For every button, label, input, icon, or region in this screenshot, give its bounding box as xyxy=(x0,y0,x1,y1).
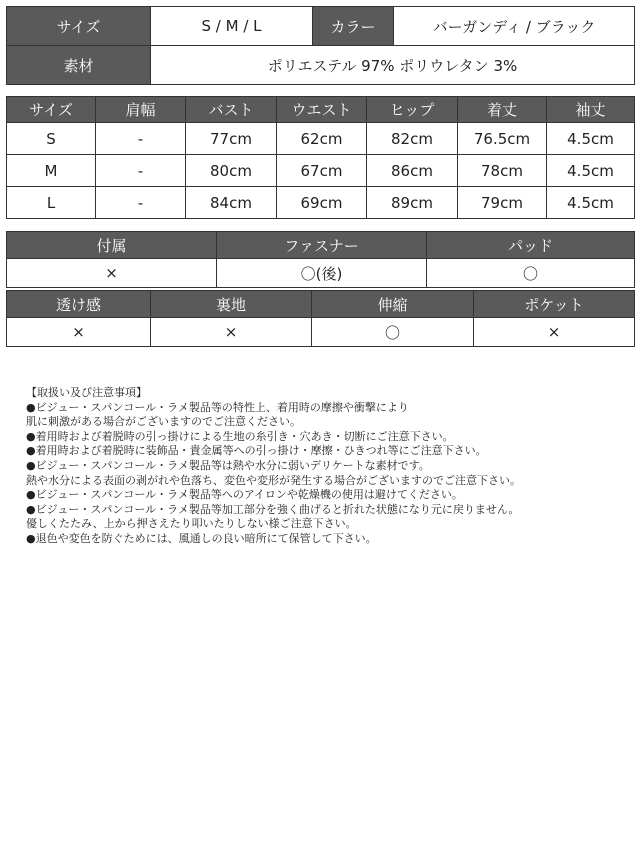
shoulder-col-header: 肩幅 xyxy=(96,97,186,123)
table-cell: - xyxy=(96,123,186,155)
table-cell: - xyxy=(96,187,186,219)
table-cell: L xyxy=(7,187,96,219)
table-cell: 69cm xyxy=(277,187,367,219)
care-note-line: ●ビジュー・スパンコール・ラメ製品等へのアイロンや乾燥機の使用は避けてください。 xyxy=(26,488,463,502)
material-label: 素材 xyxy=(7,46,151,85)
table-cell: 89cm xyxy=(367,187,458,219)
fastener-header: ファスナー xyxy=(217,232,427,259)
bust-col-header: バスト xyxy=(186,97,277,123)
features-2-value-row xyxy=(7,318,635,347)
color-value: バーガンディ / ブラック xyxy=(394,7,635,46)
stretch-value: 〇 xyxy=(312,318,474,347)
care-notes-title: 【取扱い及び注意事項】 xyxy=(26,386,147,399)
table-cell: 4.5cm xyxy=(547,123,635,155)
size-table-header-row xyxy=(7,97,635,123)
table-cell: 80cm xyxy=(186,155,277,187)
features-2-header-row xyxy=(7,291,635,318)
table-cell: 4.5cm xyxy=(547,155,635,187)
table-cell: - xyxy=(96,155,186,187)
table-cell: 84cm xyxy=(186,187,277,219)
table-cell: 67cm xyxy=(277,155,367,187)
table-cell: M xyxy=(7,155,96,187)
care-notes xyxy=(26,386,626,547)
table-cell: 76.5cm xyxy=(458,123,547,155)
table-cell: 78cm xyxy=(458,155,547,187)
color-label: カラー xyxy=(313,7,394,46)
table-cell: 4.5cm xyxy=(547,187,635,219)
accessory-header: 付属 xyxy=(7,232,217,259)
sheerness-value: × xyxy=(7,318,151,347)
care-note-line: ●着用時および着脱時の引っ掛けによる生地の糸引き・穴あき・切断にご注意下さい。 xyxy=(26,429,454,443)
pocket-value: × xyxy=(474,318,635,347)
care-note-line: 優しくたたみ、上から押さえたり叩いたりしない様ご注意下さい。 xyxy=(26,517,357,531)
care-note-line: 肌に刺激がある場合がございますのでご注意ください。 xyxy=(26,415,301,429)
care-note-line: ●ビジュー・スパンコール・ラメ製品等加工部分を強く曲げると折れた状態になり元に戻りません。 xyxy=(26,502,520,516)
length-col-header: 着丈 xyxy=(458,97,547,123)
lining-header: 裏地 xyxy=(151,291,312,318)
care-note-line: ●退色や変色を防ぐためには、風通しの良い暗所にて保管して下さい。 xyxy=(26,531,377,545)
sheerness-header: 透け感 xyxy=(7,291,151,318)
features-1-header-row xyxy=(7,232,635,259)
table-cell: S xyxy=(7,123,96,155)
table-cell: 82cm xyxy=(367,123,458,155)
table-cell: 62cm xyxy=(277,123,367,155)
care-note-line: ●ビジュー・スパンコール・ラメ製品等は熱や水分に弱いデリケートな素材です。 xyxy=(26,458,430,472)
features-1-value-row xyxy=(7,259,635,288)
size-col-header: サイズ xyxy=(7,97,96,123)
table-cell: 86cm xyxy=(367,155,458,187)
table-row xyxy=(7,123,635,155)
spec-table xyxy=(6,6,635,85)
size-value: S / M / L xyxy=(151,7,313,46)
sleeve-col-header: 袖丈 xyxy=(547,97,635,123)
hip-col-header: ヒップ xyxy=(367,97,458,123)
fastener-value: 〇(後) xyxy=(217,259,427,288)
size-table xyxy=(6,96,635,219)
care-note-line: 熱や水分による表面の剥がれや色落ち、変色や変形が発生する場合がございますのでご注意下さい。 xyxy=(26,473,521,487)
pad-value: 〇 xyxy=(427,259,635,288)
features-table-1 xyxy=(6,231,635,288)
table-row xyxy=(7,155,635,187)
care-note-line: ●着用時および着脱時に装飾品・貴金属等への引っ掛け・摩擦・ひきつれ等にご注意下さい。 xyxy=(26,444,487,458)
table-cell: 77cm xyxy=(186,123,277,155)
lining-value: × xyxy=(151,318,312,347)
material-value: ポリエステル 97% ポリウレタン 3% xyxy=(151,46,635,85)
pad-header: パッド xyxy=(427,232,635,259)
care-note-line: ●ビジュー・スパンコール・ラメ製品等の特性上、着用時の摩擦や衝撃により xyxy=(26,400,409,414)
accessory-value: × xyxy=(7,259,217,288)
pocket-header: ポケット xyxy=(474,291,635,318)
features-table-2 xyxy=(6,290,635,347)
table-cell: 79cm xyxy=(458,187,547,219)
waist-col-header: ウエスト xyxy=(277,97,367,123)
size-label: サイズ xyxy=(7,7,151,46)
table-row xyxy=(7,187,635,219)
stretch-header: 伸縮 xyxy=(312,291,474,318)
